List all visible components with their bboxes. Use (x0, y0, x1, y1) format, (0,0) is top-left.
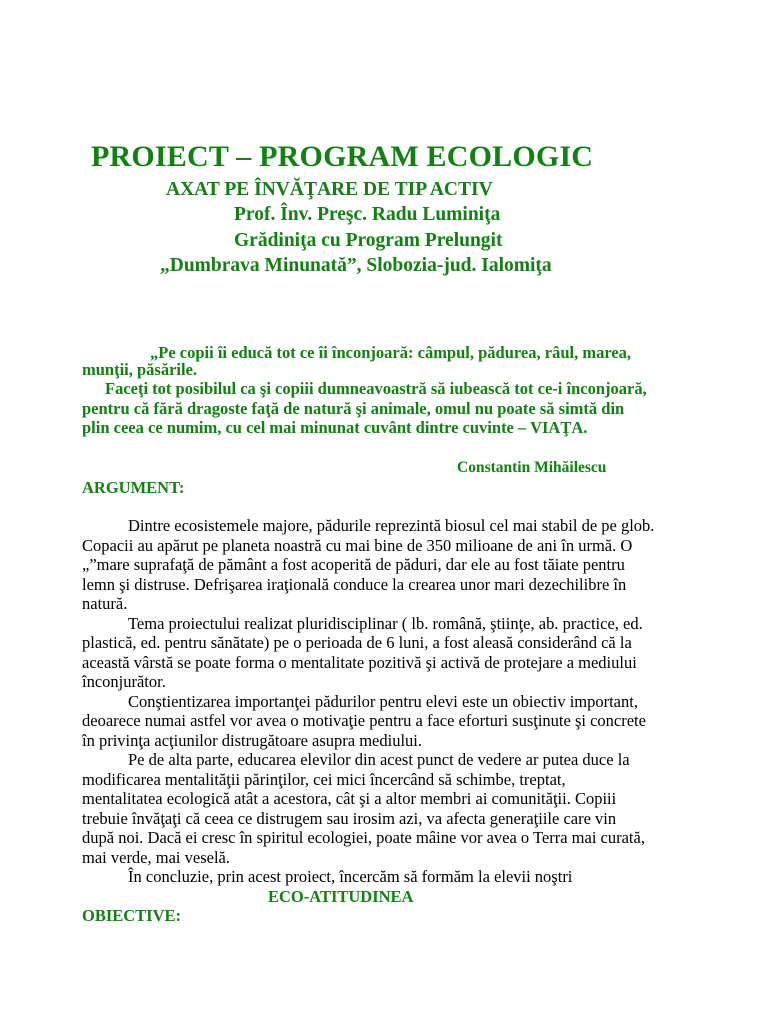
paragraph-line: natură. (82, 594, 128, 613)
paragraph-line: lemn şi distruse. Defrişarea iraţională conduce la crearea unor mari dezechilibre în (82, 575, 627, 594)
paragraph-line: în privinţa acţiunilor distrugătoare asupra mediului. (82, 731, 422, 750)
quote-author: Constantin Mihăilescu (457, 459, 607, 476)
paragraph-line: Conştientizarea importanţei pădurilor pentru elevi este un obiectiv important, (128, 692, 638, 711)
quote-line: „Pe copii îi educă tot ce îi înconjoară: câmpul, pădurea, râul, marea, (150, 343, 632, 362)
paragraph-line: după noi. Dacă ei cresc în spiritul ecologiei, poate mâine vor avea o Terra mai curată, (82, 828, 645, 847)
paragraph-line: În concluzie, prin acest proiect, încercăm să formăm la elevii noştri (128, 867, 573, 886)
paragraph-line: „”mare suprafaţă de pământ a fost acoperită de păduri, dar ele au fost tăiate pentru (82, 555, 625, 574)
paragraph-line: plastică, ed. pentru sănătate) pe o perioada de 6 luni, a fost aleasă considerând că la (82, 633, 632, 652)
paragraph-line: Tema proiectului realizat pluridisciplinar ( lb. română, ştiinţe, ab. practice, ed. (128, 614, 643, 633)
quote-line: pentru că fără dragoste faţă de natură şi animale, omul nu poate să simtă din (82, 399, 625, 418)
section-heading-argument: ARGUMENT: (82, 478, 185, 497)
quote-line: munţii, păsările. (82, 360, 198, 379)
quote-line: plin ceea ce numim, cu cel mai minunat cuvânt dintre cuvinte – VIAŢA. (82, 418, 588, 437)
document-subtitle: AXAT PE ÎNVĂŢARE DE TIP ACTIV (166, 179, 493, 200)
author-line: Prof. Înv. Preşc. Radu Luminiţa (234, 204, 501, 225)
paragraph-line: înconjurător. (82, 672, 166, 691)
paragraph-line: modificarea mentalităţii părinţilor, cei mici încercând să schimbe, treptat, (82, 770, 566, 789)
paragraph-line: Dintre ecosistemele majore, pădurile reprezintă biosul cel mai stabil de pe glob. (128, 516, 655, 535)
section-heading-objectives: OBIECTIVE: (82, 906, 182, 925)
paragraph-line: mentalitatea ecologică atât a acestora, cât şi a altor membri ai comunităţii. Copiii (82, 789, 617, 808)
location-line: „Dumbrava Minunată”, Slobozia-jud. Ialomiţa (160, 255, 552, 276)
paragraph-line: trebuie învăţaţi că ceea ce distrugem sau irosim azi, va afecta generaţiile care vin (82, 809, 617, 828)
paragraph-line: mai verde, mai veselă. (82, 848, 230, 867)
paragraph-line: această vârstă se poate forma o mentalitate pozitivă şi activă de protejare a mediului (82, 653, 637, 672)
paragraph-line: Pe de alta parte, educarea elevilor din acest punct de vedere ar putea duce la (128, 750, 630, 769)
document-title: PROIECT – PROGRAM ECOLOGIC (91, 140, 594, 173)
paragraph-line: Copacii au apărut pe planeta noastră cu mai bine de 350 milioane de ani în urmă. O (82, 536, 633, 555)
emphasis-eco-atitudinea: ECO-ATITUDINEA (268, 887, 414, 906)
quote-line: Faceţi tot posibilul ca şi copiii dumneavoastră să iubească tot ce-i înconjoară, (105, 379, 647, 398)
school-line: Grădiniţa cu Program Prelungit (234, 230, 503, 251)
paragraph-line: deoarece numai astfel vor avea o motivaţie pentru a face eforturi susţinute şi concrete (82, 711, 646, 730)
